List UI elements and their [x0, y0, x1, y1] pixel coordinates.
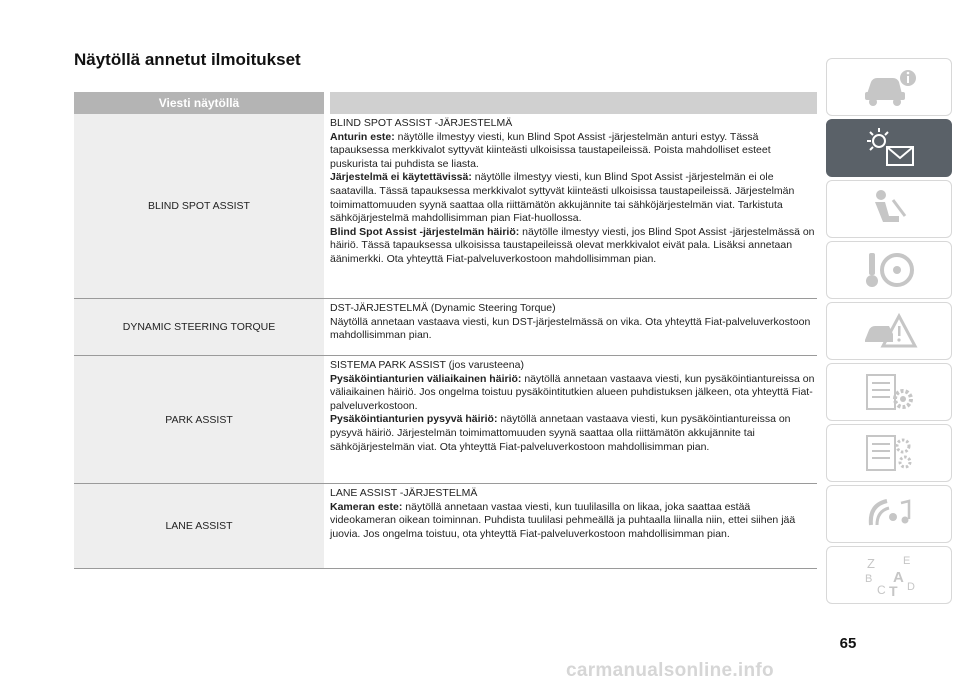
paragraph: [330, 501, 817, 542]
breakdown-triangle-icon: [859, 308, 919, 354]
index-letter: D: [907, 581, 915, 593]
row-heading: DST-JÄRJESTELMÄ (Dynamic Steering Torque): [330, 302, 556, 314]
paragraph: Näytöllä annetaan vastaava viesti, kun DST-järjestelmässä on vika. Ota yhteyttä Fiat-palveluverkostoon mahdollisimman pian.: [330, 315, 811, 342]
paragraph-text: näytöllä annetaan vastaava viesti, kun pysäköintiantureissa on pysyvä häiriö. Järjestelmän toimimattomuuden syynä saattaa olla riittämätön akkujännite tai sähköjärjestelmän viat. Ota yhteyttä Fiat-palveluverkostoon mahdollisimman pian.: [330, 413, 791, 453]
message-description: [330, 356, 817, 483]
sidebar-tab-warnings[interactable]: [826, 119, 952, 177]
sidebar-tab-maintenance[interactable]: [826, 363, 952, 421]
row-heading: LANE ASSIST -JÄRJESTELMÄ: [330, 487, 478, 499]
paragraph: [330, 413, 817, 454]
car-info-icon: [859, 64, 919, 110]
sidebar-tab-starting[interactable]: [826, 241, 952, 299]
index-letter: Z: [867, 556, 875, 571]
messages-table: [74, 92, 817, 569]
message-description: [330, 299, 817, 355]
paragraph-text: näytölle ilmestyy viesti, kun Blind Spot Assist -järjestelmän anturi estyy. Tässä tapauksessa merkkivalot syttyvät kiinteästi ulkoisissa taustapeileissä. Poista mahdolliset esteet puskurista tai puhdista se liasta.: [330, 130, 771, 170]
technical-data-icon: [859, 430, 919, 476]
row-heading: SISTEMA PARK ASSIST (jos varusteena): [330, 359, 524, 371]
message-name: PARK ASSIST: [74, 356, 324, 483]
header-message: Viesti näytöllä: [74, 92, 324, 114]
message-name: BLIND SPOT ASSIST: [74, 114, 324, 298]
paragraph-label: Järjestelmä ei käytettävissä:: [330, 171, 472, 184]
sidebar-tab-emergency[interactable]: [826, 302, 952, 360]
paragraph-label: Anturin este:: [330, 130, 395, 143]
warning-light-message-icon: [859, 125, 919, 171]
message-description: [330, 484, 817, 568]
paragraph-label: Kameran este:: [330, 500, 403, 513]
index-letter: A: [893, 569, 904, 586]
paragraph: [330, 131, 817, 172]
sidebar-tab-car-info[interactable]: [826, 58, 952, 116]
paragraph: [330, 171, 817, 225]
index-letter: E: [903, 555, 911, 567]
table-row: [74, 114, 817, 299]
seat-airbag-icon: [859, 186, 919, 232]
index-letter: T: [889, 583, 898, 598]
sidebar-tab-technical[interactable]: [826, 424, 952, 482]
paragraph-text: näytöllä annetaan vastaava viesti, kun pysäköintiantureissa on väliaikainen häiriö. Jos ongelma toistuu pysäköintitutkien alueen puhdistuksen jälkeen, ota yhteyttä Fiat-palveluverkostoon.: [330, 372, 815, 412]
page-number: 65: [839, 635, 857, 652]
paragraph-text: näytölle ilmestyy viesti, jos Blind Spot Assist -järjestelmässä on häiriö. Tässä tapauksessa ulkoisissa taustapeileissä olevat merkkivalot eivät pala. Lisäksi annetaan äänimerkki. Ota yhteyttä Fiat-palveluverkostoon mahdollisimman pian.: [330, 225, 815, 265]
message-name: LANE ASSIST: [74, 484, 324, 568]
message-name: DYNAMIC STEERING TORQUE: [74, 299, 324, 355]
sidebar-tab-multimedia[interactable]: [826, 485, 952, 543]
table-header: [74, 92, 817, 114]
chapter-sidebar: [826, 58, 954, 607]
header-description: [330, 92, 817, 114]
paragraph-text: näytölle ilmestyy viesti, kun Blind Spot Assist -järjestelmän ei ole saatavilla. Tässä tapauksessa merkkivalot syttyvät kiinteästi ulkoisissa taustapeileissä. Järjestelmän toimimattomuuden syynä saattaa olla riittämätön akkujännite tai sähköjärjestelmän viat. Tarkistuta sähköjärjestelmä mahdollisimman pian Fiat-huollossa.: [330, 171, 795, 225]
sidebar-tab-safety[interactable]: [826, 180, 952, 238]
paragraph-label: Blind Spot Assist -järjestelmän häiriö:: [330, 225, 520, 238]
index-letter: B: [865, 573, 873, 585]
table-row: [74, 356, 817, 484]
maintenance-gear-icon: [859, 369, 919, 415]
table-row: [74, 484, 817, 569]
multimedia-icon: [859, 491, 919, 537]
sidebar-tab-index[interactable]: [826, 546, 952, 604]
paragraph: [330, 226, 817, 267]
table-row: [74, 299, 817, 356]
paragraph-text: näytöllä annetaan vastaa viesti, kun tuulilasilla on likaa, joka saattaa estää videokameran oikean toiminnan. Puhdista tuulilasi pehmeällä ja puhtaalla liinalla niin, ettei siihen jää juovia. Jos ongelma toistuu, ota yhteyttä Fiat-palveluverkostoon mahdollisimman pian.: [330, 500, 796, 540]
key-steering-wheel-icon: [859, 247, 919, 293]
index-letters-icon: [859, 552, 919, 598]
paragraph-label: Pysäköintianturien pysyvä häiriö:: [330, 413, 498, 426]
page-title: Näytöllä annetut ilmoitukset: [74, 50, 301, 69]
row-heading: BLIND SPOT ASSIST -JÄRJESTELMÄ: [330, 117, 513, 129]
watermark: carmanualsonline.info: [566, 660, 774, 681]
paragraph: [330, 373, 817, 414]
index-letter: C: [877, 583, 886, 597]
paragraph-label: Pysäköintianturien väliaikainen häiriö:: [330, 372, 522, 385]
message-description: [330, 114, 817, 298]
